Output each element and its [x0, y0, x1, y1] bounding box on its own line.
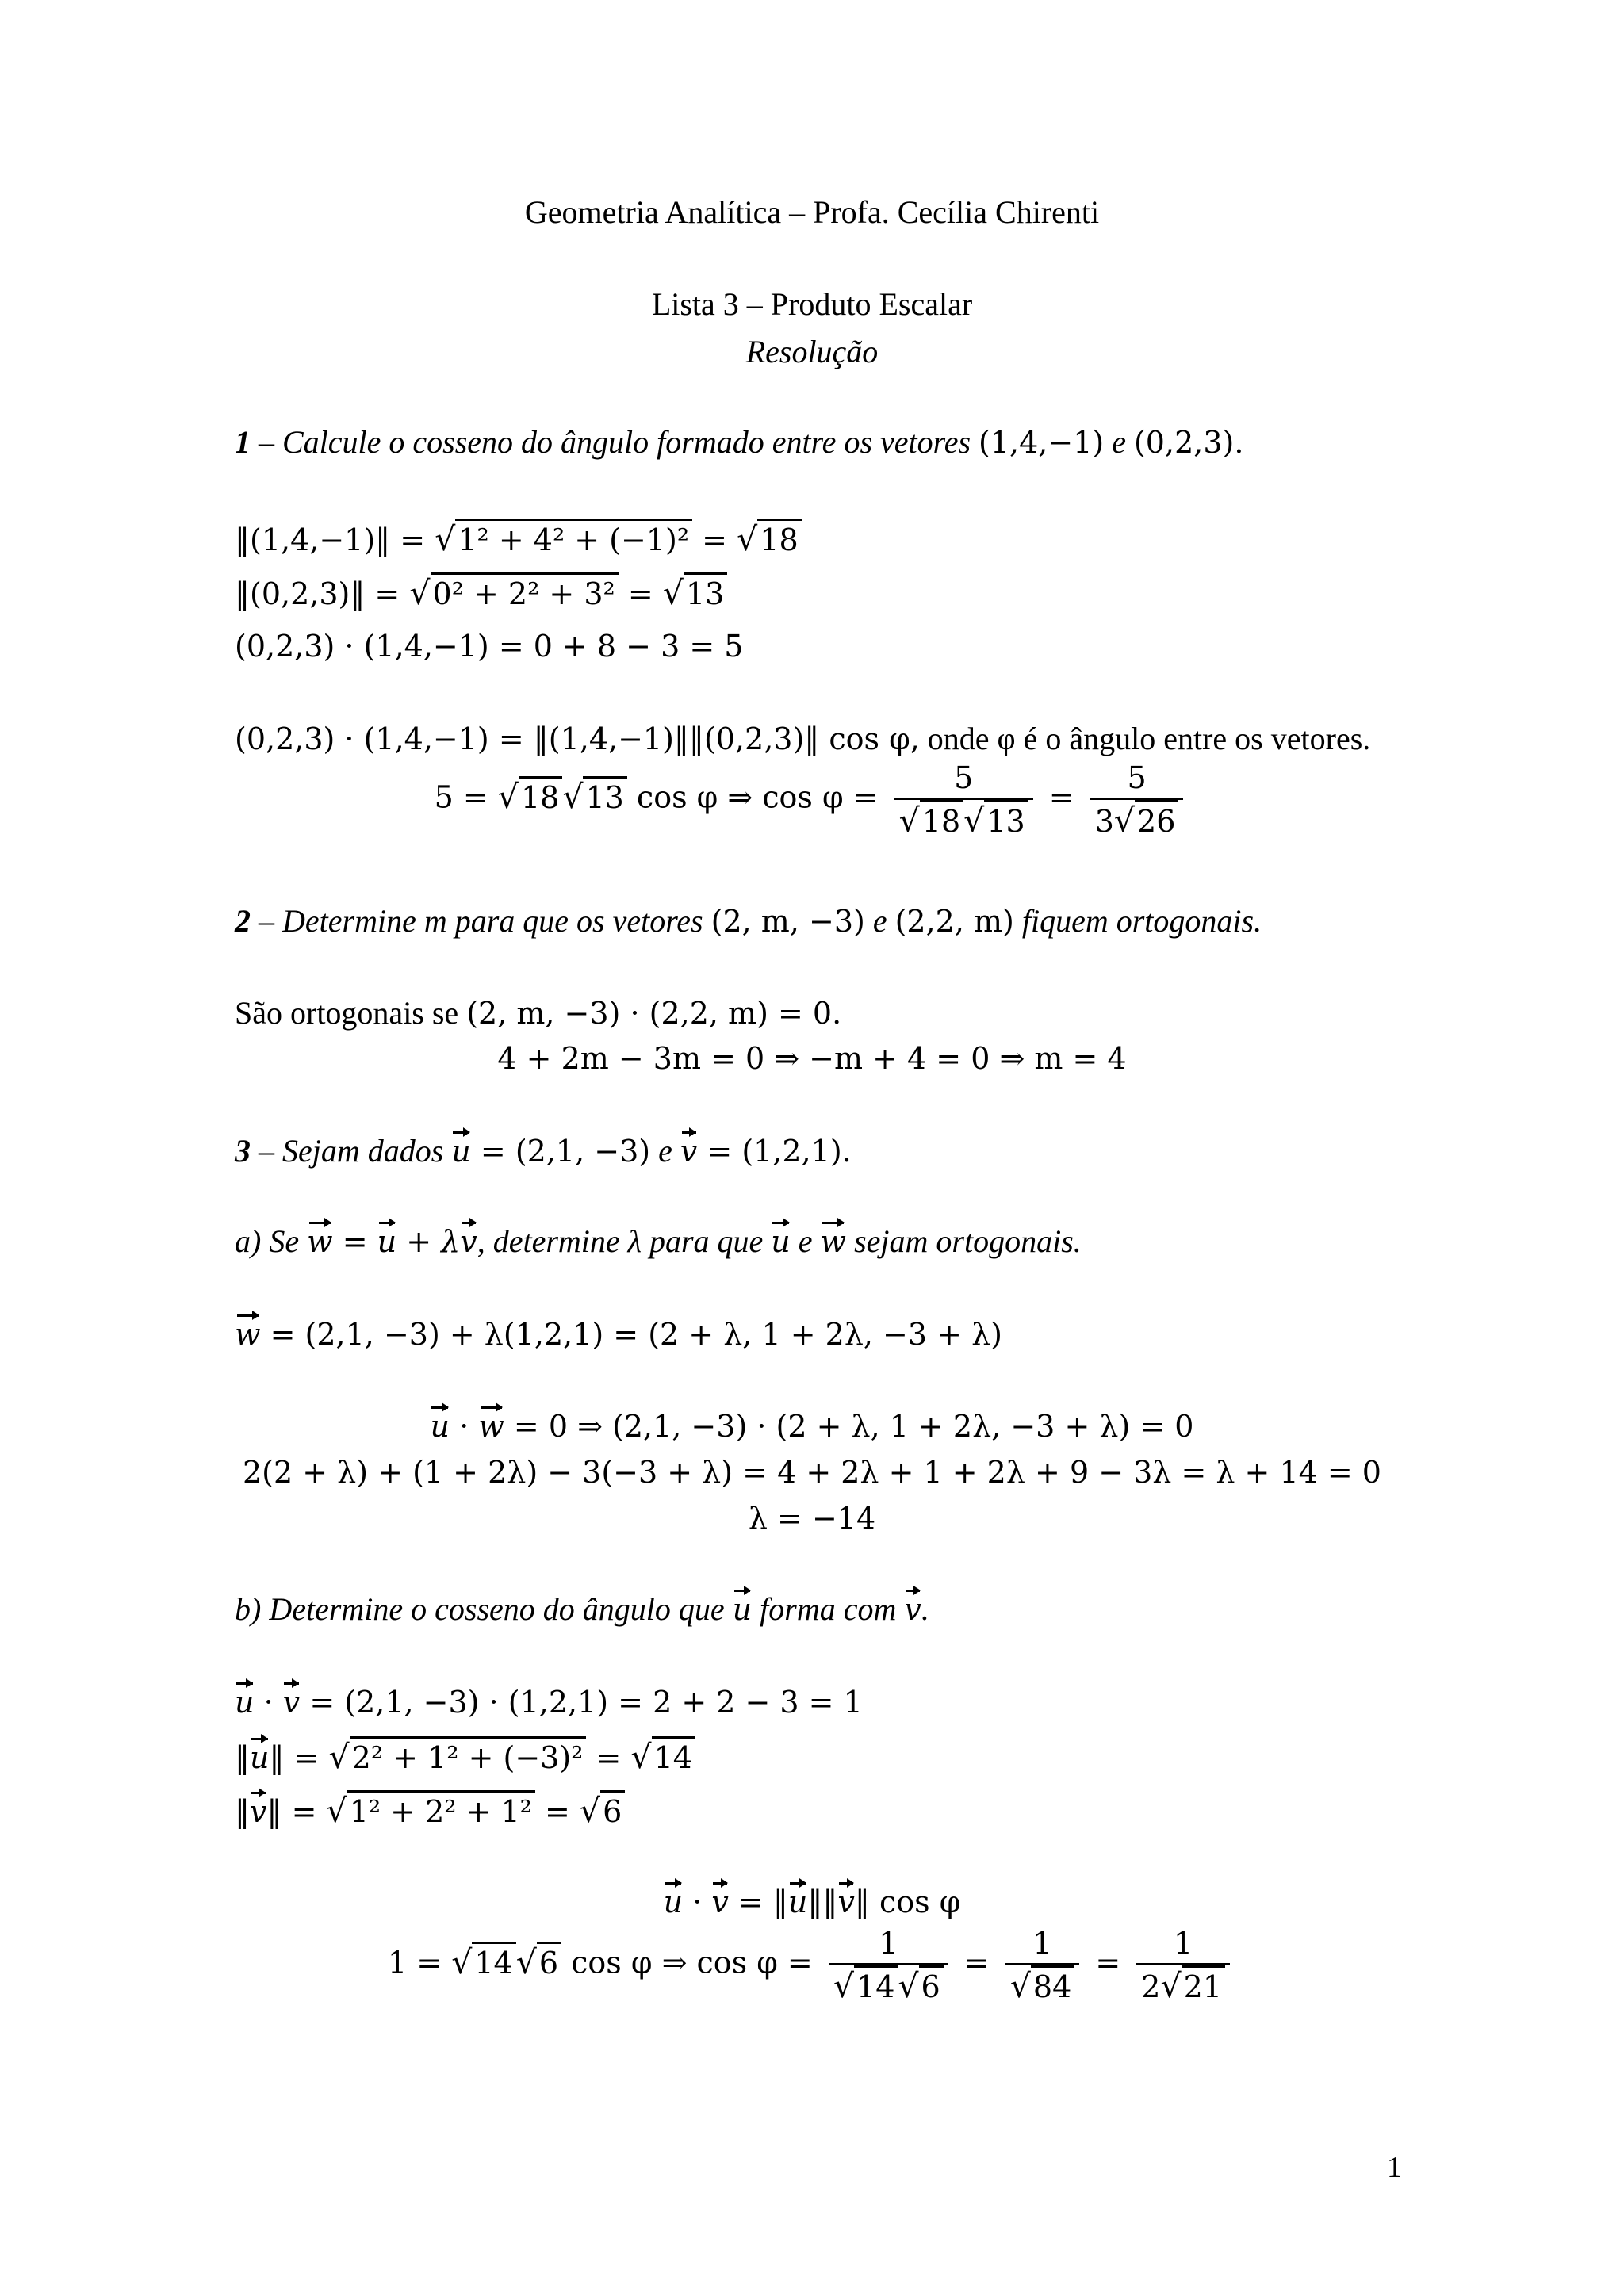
q3-statement [235, 1135, 852, 1167]
denominator [1005, 1965, 1080, 2003]
eq-mid: cos φ ⇒ cos φ = [636, 779, 879, 815]
q2-solution: 4 + 2m − 3m = 0 ⇒ −m + 4 = 0 ⇒ m = 4 [497, 1041, 1127, 1076]
numerator: 1 [1136, 1928, 1230, 1965]
formula-text: onde φ é o ângulo entre os vetores. [927, 721, 1371, 756]
sqrt-icon: √ [326, 1792, 347, 1830]
page-number: 1 [1387, 2151, 1402, 2184]
q1-statement [235, 424, 1244, 460]
sqrt-expression [435, 520, 692, 558]
vector-u: u [732, 1592, 753, 1627]
equals: = [544, 1794, 570, 1829]
sqrt-icon: √ [328, 1738, 350, 1776]
sqrt-expression [409, 574, 618, 612]
radicand: 2² + 1² + (−3)² [350, 1736, 587, 1775]
equals: = [596, 1740, 622, 1775]
sqrt-icon: √ [662, 574, 684, 612]
vector-u: u [771, 1224, 791, 1259]
equals: = [737, 1885, 764, 1919]
vector-u: u [235, 1685, 255, 1720]
eq-lhs: 5 = [434, 779, 488, 815]
dot-line: = (2,1, −3) · (1,2,1) = 2 + 2 − 3 = 1 [309, 1685, 863, 1720]
denominator [894, 800, 1033, 840]
q3b-norm-v [235, 1792, 625, 1830]
q3-dash: – [251, 1133, 282, 1169]
dot-operator: · [692, 1885, 703, 1919]
sqrt-icon: √ [409, 574, 431, 612]
sqrt-icon: √ [435, 520, 456, 558]
sqrt-icon: √ [451, 1942, 473, 1981]
q1-cosine [0, 760, 1624, 840]
vector-w: w [307, 1224, 333, 1259]
sqrt-icon: √ [579, 1792, 601, 1830]
radicand: 21 [1182, 1965, 1225, 2004]
sqrt-icon: √ [898, 802, 920, 840]
coefficient: 3 [1094, 804, 1114, 839]
vector-v: v [282, 1685, 301, 1720]
denominator [1136, 1965, 1230, 2003]
sqrt-13 [562, 777, 627, 816]
q1-number: 1 [235, 424, 251, 460]
q3b-statement [235, 1591, 929, 1627]
radicand: 14 [472, 1942, 515, 1980]
norm-bar: ‖ [772, 1885, 788, 1919]
orthogonality-equation: = 0 ⇒ (2,1, −3) · (2 + λ, 1 + 2λ, −3 + λ) = 0 [513, 1409, 1194, 1444]
vector-w: w [235, 1317, 261, 1352]
sqrt-result [579, 1792, 625, 1830]
equals: = [1095, 1945, 1121, 1980]
sqrt-icon: √ [963, 802, 985, 840]
norm-bar: ‖ [822, 1885, 838, 1919]
q2-vector-2: (2,2, m) [894, 904, 1014, 939]
w-expansion: = (2,1, −3) + λ(1,2,1) = (2 + λ, 1 + 2λ, −3 + λ) [270, 1317, 1002, 1352]
equals: = [963, 1945, 990, 1980]
sqrt-18 [497, 777, 563, 816]
vector-v: v [680, 1134, 698, 1169]
sqrt-icon: √ [898, 1967, 919, 2005]
vector-u: u [787, 1885, 808, 1919]
radicand: 13 [583, 776, 626, 815]
q3a-w-expand [235, 1317, 1002, 1352]
vector-w: w [478, 1409, 504, 1444]
q3a-prompt-b: , determine λ para que [477, 1223, 764, 1259]
sqrt-icon: √ [833, 1967, 855, 2005]
sqrt-result [737, 520, 802, 558]
vector-u: u [430, 1409, 450, 1444]
radicand: 1² + 2² + 1² [347, 1790, 535, 1829]
sqrt-icon: √ [1113, 802, 1136, 840]
equals: = [702, 522, 728, 557]
vector-v: v [711, 1885, 729, 1919]
vector-v: v [460, 1224, 477, 1259]
norm-lhs: ‖(0,2,3)‖ = [235, 576, 400, 611]
q3a-and: e [798, 1223, 813, 1259]
u-definition: = (2,1, −3) [480, 1134, 651, 1169]
equals: = [1048, 779, 1074, 815]
equals: = [293, 1740, 320, 1775]
sqrt-expression [328, 1738, 587, 1776]
sqrt-result [662, 574, 728, 612]
q3b-formula [0, 1887, 1624, 1917]
cos-phi: cos φ [879, 1885, 961, 1919]
radicand: 6 [600, 1790, 625, 1829]
q1-dot-product: (0,2,3) · (1,4,−1) = 0 + 8 − 3 = 5 [235, 629, 744, 664]
denominator [829, 1965, 948, 2003]
period: . [921, 1591, 929, 1627]
q2-dash: – [251, 903, 282, 939]
q2-statement [235, 905, 1262, 937]
q1-norm-2 [235, 574, 727, 612]
subtitle: Resolução [745, 334, 879, 369]
numerator: 5 [894, 763, 1033, 800]
vector-v: v [250, 1794, 267, 1829]
q2-prompt-b: fiquem ortogonais. [1021, 903, 1262, 939]
radicand: 26 [1135, 800, 1178, 839]
q3-prompt: Sejam dados [282, 1133, 444, 1169]
sqrt-icon: √ [1160, 1967, 1182, 2005]
q1-vector-1: (1,4,−1) [979, 425, 1105, 460]
condition-math: (2, m, −3) · (2,2, m) = 0. [466, 996, 842, 1031]
coefficient: 2 [1141, 1969, 1161, 2004]
q3a-prompt-a: a) Se [235, 1223, 300, 1259]
sqrt-icon: √ [497, 777, 519, 816]
norm-bar: ‖ [854, 1885, 870, 1919]
q3b-norm-u [235, 1738, 695, 1776]
vector-u: u [451, 1134, 471, 1169]
equals: = [342, 1224, 368, 1259]
q3a-lambda: λ = −14 [748, 1501, 876, 1536]
formula-math: (0,2,3) · (1,4,−1) = ‖(1,4,−1)‖‖(0,2,3)‖ cos φ, [235, 721, 920, 756]
sqrt-icon: √ [630, 1738, 652, 1776]
q3b-prompt-b: forma com [760, 1591, 897, 1627]
numerator: 1 [1005, 1928, 1080, 1965]
q2-and: e [872, 903, 887, 939]
sqrt-icon: √ [737, 520, 758, 558]
vector-v: v [904, 1592, 921, 1627]
q1-prompt: Calcule o cosseno do ângulo formado entre os vetores [282, 424, 971, 460]
dot-operator: · [459, 1409, 469, 1444]
q1-and: e [1112, 424, 1126, 460]
equals: = [627, 576, 653, 611]
fraction-1 [829, 1928, 948, 2003]
q2-number: 2 [235, 903, 251, 939]
radicand: 14 [854, 1965, 898, 2004]
sqrt-expression [326, 1792, 535, 1830]
plus-lambda: + λ [406, 1224, 461, 1259]
q2-prompt-a: Determine m para que os vetores [282, 903, 703, 939]
sqrt-6 [515, 1942, 561, 1981]
q3b-prompt-a: b) Determine o cosseno do ângulo que [235, 1591, 725, 1627]
sqrt-icon: √ [1009, 1967, 1031, 2005]
denominator [1090, 800, 1184, 840]
fraction-1 [894, 760, 1033, 840]
radicand: 13 [984, 800, 1028, 839]
q2-condition [235, 997, 841, 1029]
radicand: 0² + 2² + 3² [431, 572, 619, 611]
radicand: 14 [652, 1736, 695, 1775]
q3-number: 3 [235, 1133, 251, 1169]
q3a-statement [235, 1223, 1082, 1259]
sqrt-icon: √ [562, 777, 584, 816]
norm-bar: ‖ [266, 1794, 282, 1829]
radicand: 13 [684, 572, 727, 611]
fraction-3 [1136, 1928, 1230, 2003]
radicand: 6 [919, 1965, 944, 2004]
eq-lhs: 1 = [387, 1945, 442, 1980]
q1-dash: – [251, 424, 282, 460]
norm-bar: ‖ [807, 1885, 823, 1919]
q3a-orthogonality [0, 1409, 1624, 1444]
radicand: 6 [537, 1942, 561, 1980]
course-title: Geometria Analítica – Profa. Cecília Chirenti [524, 194, 1100, 230]
v-definition: = (1,2,1). [707, 1134, 852, 1169]
q3a-prompt-c: sejam ortogonais. [854, 1223, 1082, 1259]
vector-u: u [250, 1740, 270, 1775]
q1-norm-1 [235, 520, 802, 558]
numerator: 1 [829, 1928, 948, 1965]
radicand: 18 [757, 519, 801, 557]
sqrt-icon: √ [515, 1942, 537, 1981]
q3a-expansion: 2(2 + λ) + (1 + 2λ) − 3(−3 + λ) = 4 + 2λ + 1 + 2λ + 9 − 3λ = λ + 14 = 0 [242, 1455, 1381, 1490]
vector-v: v [837, 1885, 855, 1919]
equals: = [291, 1794, 317, 1829]
sqrt-result [630, 1738, 695, 1776]
q2-vector-1: (2, m, −3) [710, 904, 865, 939]
q1-vector-2: (0,2,3). [1133, 425, 1244, 460]
radicand: 84 [1031, 1965, 1074, 2004]
eq-mid: cos φ ⇒ cos φ = [571, 1945, 813, 1980]
q1-formula [235, 723, 1370, 755]
radicand: 18 [920, 800, 963, 839]
fraction-2 [1090, 760, 1184, 840]
q3-and: e [658, 1133, 672, 1169]
radicand: 1² + 4² + (−1)² [455, 519, 692, 557]
condition-text: São ortogonais se [235, 995, 459, 1031]
radicand: 18 [519, 776, 562, 815]
norm-lhs: ‖(1,4,−1)‖ = [235, 522, 426, 557]
norm-bar: ‖ [235, 1740, 250, 1775]
sqrt-14 [451, 1942, 516, 1981]
q3b-cosine [0, 1928, 1624, 2003]
norm-bar: ‖ [235, 1794, 250, 1829]
vector-w: w [820, 1224, 847, 1259]
norm-bar: ‖ [269, 1740, 285, 1775]
fraction-2 [1005, 1928, 1080, 2003]
q3b-dot-product [235, 1685, 863, 1720]
list-title: Lista 3 – Produto Escalar [651, 286, 973, 322]
numerator: 5 [1090, 763, 1184, 800]
vector-u: u [377, 1224, 397, 1259]
dot-operator: · [263, 1685, 274, 1720]
vector-u: u [663, 1885, 684, 1919]
